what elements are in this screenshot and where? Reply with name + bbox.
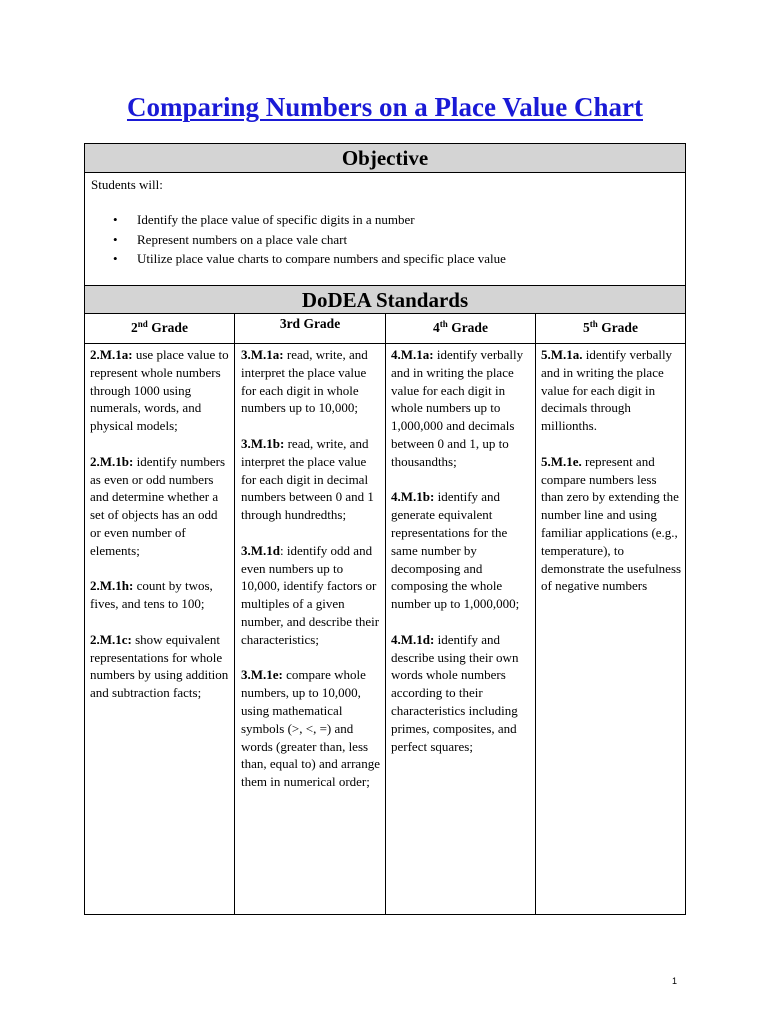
column-divider [535,314,536,914]
standard-item: 3.M.1e: compare whole numbers, up to 10,000, using mathematical symbols (>, <, =) and words (greater than, less than, equal to) and arrange them in numerical order; [241,667,380,790]
standard-item: 2.M.1c: show equivalent representations for whole numbers by using addition and subtraction facts; [90,631,229,701]
grade-3-header: 3rd Grade [279,316,341,331]
grade-4-standards [391,346,532,773]
standards-header: DoDEA Standards [85,285,685,314]
bullet-icon: • [113,231,118,247]
standard-item: 2.M.1b: identify numbers as even or odd numbers and determine whether a set of objects has an odd or even number of elements; [90,453,226,558]
standard-item: 3.M.1a: read, write, and interpret the place value for each digit in whole numbers up to 10,000; [241,347,368,416]
column-divider [385,314,386,914]
standard-item: 2.M.1a: use place value to represent whole numbers through 1000 using numerals, words, and physical models; [90,347,229,434]
standard-item: 4.M.1b: identify and generate equivalent representations for the same number by decomposing and composing the whole number up to 1,000,000; [391,489,520,612]
standard-item: 2.M.1h: count by twos, fives, and tens to 100; [90,578,213,612]
objective-item: • Identify the place value of specific digits in a number [85,210,506,230]
objective-item: • Represent numbers on a place vale chart [85,230,506,250]
standard-item: 3.M.1d: identify odd and even numbers up to 10,000, identify factors or multiples of a given number, and describe their characteristics; [241,542,380,647]
objective-header: Objective [85,144,685,173]
standard-item: 5.M.1a. identify verbally and in writing the place value for each digit in decimals through millionths. [541,347,673,434]
standard-item: 5.M.1e. represent and compare numbers less than zero by extending the number line and using familiar applications (e.g., temperature), to demonstrate the usefulness of negative numbers [541,453,682,594]
standard-item: 4.M.1d: identify and describe using their own words whole numbers according to their characteristics including primes, composites, and perfect squares; [391,631,519,754]
grade-2-header: 2nd Grade [131,319,188,335]
grade-4-header: 4th Grade [433,319,488,335]
grade-3-standards [241,346,382,809]
page-number: 1 [672,976,678,986]
objective-item: • Utilize place value charts to compare numbers and specific place value [85,249,506,269]
grade-5-standards [541,346,682,613]
grade-2-standards [90,346,230,720]
standard-item: 4.M.1a: identify verbally and in writing the place value for each digit in whole numbers up to 1,000,000 and decimals between 0 and 1, up to thousandths; [391,347,524,469]
document-title: Comparing Numbers on a Place Value Chart [126,92,643,122]
grade-5-header: 5th Grade [583,319,638,335]
bullet-icon: • [113,212,118,227]
objective-body [85,173,685,285]
bullet-icon: • [113,251,118,266]
column-divider [234,314,235,914]
objective-list [85,210,506,269]
objective-intro: Students will: [91,177,163,192]
standard-item: 3.M.1b: read, write, and interpret the place value for each digit in decimal numbers between 0 and 1 through hundredths; [241,435,374,523]
standards-table [84,143,686,915]
